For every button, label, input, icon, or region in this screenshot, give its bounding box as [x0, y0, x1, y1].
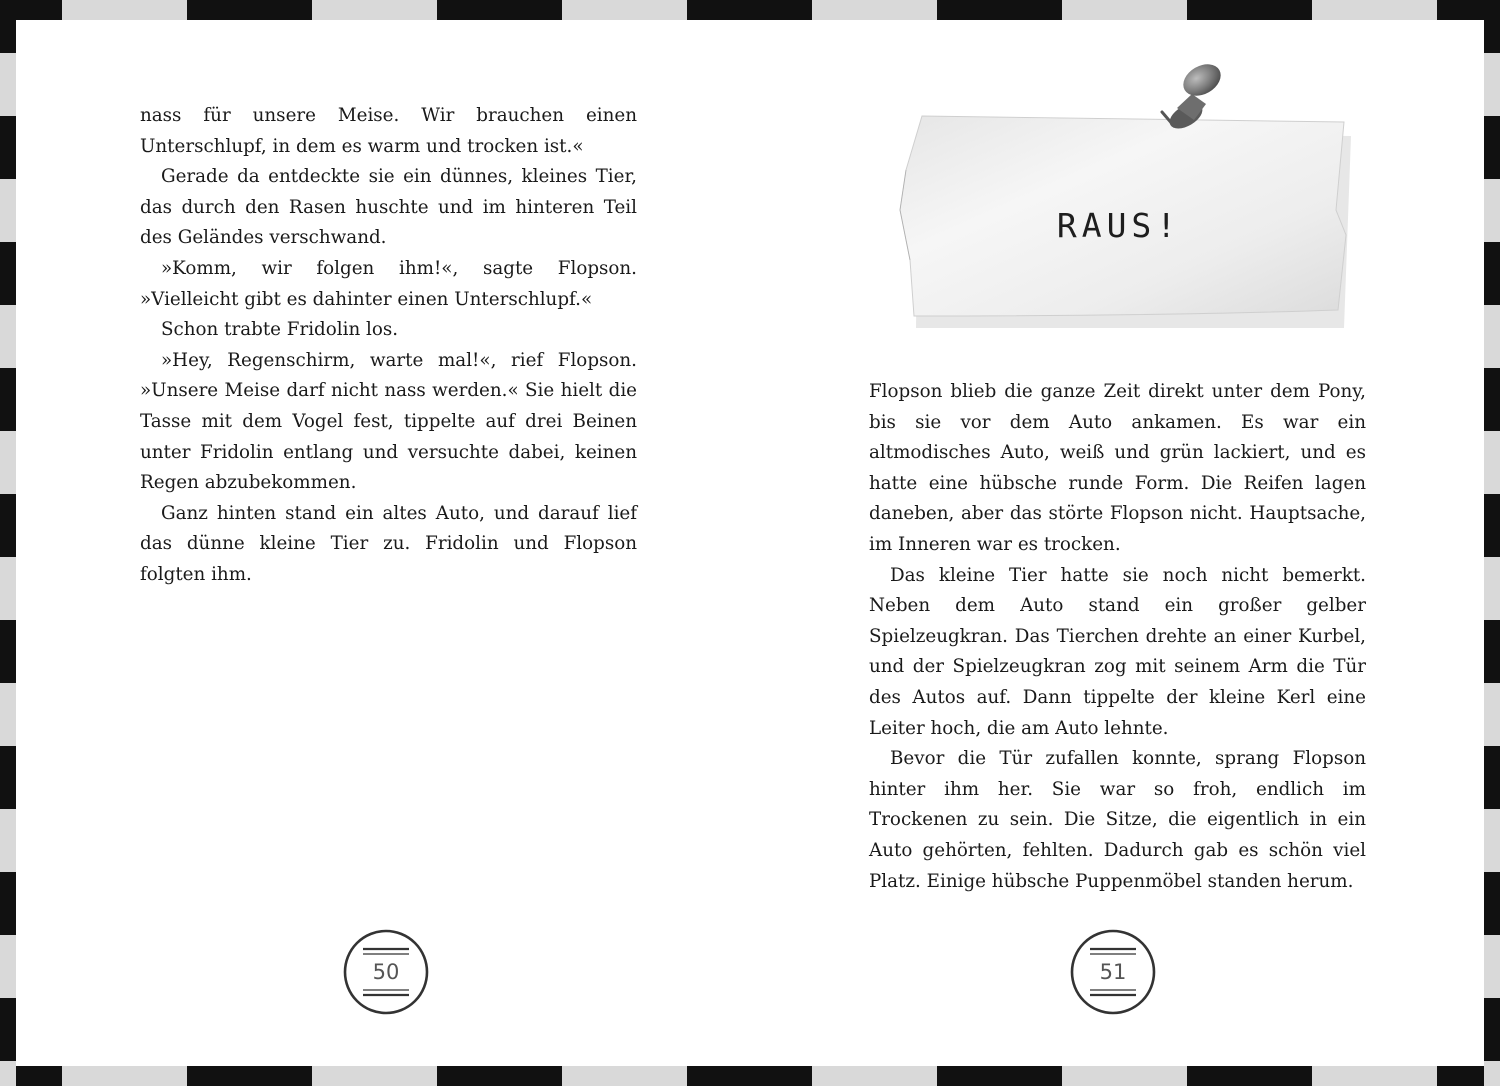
border-segment — [812, 0, 937, 20]
border-segment — [1062, 0, 1187, 20]
border-left — [0, 0, 16, 1086]
border-segment — [1484, 305, 1500, 368]
border-bottom — [0, 1066, 1500, 1086]
border-segment — [0, 179, 16, 242]
border-right — [1484, 0, 1500, 1086]
border-segment — [0, 746, 16, 809]
border-segment — [1484, 620, 1500, 683]
border-segment — [0, 935, 16, 998]
border-segment — [0, 998, 16, 1061]
border-segment — [312, 0, 437, 20]
border-segment — [1484, 935, 1500, 998]
border-segment — [437, 1066, 562, 1086]
border-top — [0, 0, 1500, 20]
border-segment — [687, 1066, 812, 1086]
border-segment — [562, 1066, 687, 1086]
paragraph: Gerade da entdeckte sie ein dünnes, kleines Tier, das durch den Rasen huschte und im hinteren Teil des Geländes verschwand. — [140, 166, 637, 249]
border-segment — [812, 1066, 937, 1086]
border-segment — [1484, 179, 1500, 242]
border-segment — [687, 0, 812, 20]
border-segment — [0, 431, 16, 494]
paragraph: Schon trabte Fridolin los. — [161, 319, 399, 341]
border-segment — [1484, 746, 1500, 809]
paragraph: nass für unsere Meise. Wir brauchen einen Unterschlupf, in dem es warm und trocken ist.« — [140, 105, 637, 157]
border-segment — [1484, 116, 1500, 179]
border-segment — [1484, 431, 1500, 494]
left-page-text — [140, 101, 637, 591]
page-number: 51 — [1099, 960, 1127, 984]
border-segment — [0, 0, 16, 53]
page-number-badge — [1068, 927, 1158, 1017]
border-segment — [62, 0, 187, 20]
border-segment — [0, 872, 16, 935]
border-segment — [937, 1066, 1062, 1086]
border-segment — [1484, 998, 1500, 1061]
border-segment — [1312, 0, 1437, 20]
right-page-text — [869, 377, 1366, 897]
paragraph: »Hey, Regenschirm, warte mal!«, rief Flopson. »Unsere Meise darf nicht nass werden.« Sie hielt die Tasse mit dem Vogel fest, tippelte auf drei Beinen unter Fridolin entlang und versuchte dabei, keinen Regen abzubekommen. — [140, 349, 637, 494]
border-segment — [0, 1061, 16, 1086]
border-segment — [937, 0, 1062, 20]
border-segment — [1484, 494, 1500, 557]
border-segment — [1312, 1066, 1437, 1086]
border-segment — [1484, 1061, 1500, 1086]
border-segment — [437, 0, 562, 20]
border-segment — [562, 0, 687, 20]
book-spread — [16, 20, 1484, 1066]
border-segment — [0, 116, 16, 179]
border-segment — [1484, 53, 1500, 116]
border-segment — [1484, 557, 1500, 620]
border-segment — [1187, 0, 1312, 20]
border-segment — [1062, 1066, 1187, 1086]
border-segment — [1484, 368, 1500, 431]
border-segment — [0, 242, 16, 305]
border-segment — [0, 809, 16, 872]
border-segment — [187, 1066, 312, 1086]
chapter-title: RAUS! — [1056, 206, 1182, 245]
border-segment — [1484, 872, 1500, 935]
paragraph: »Komm, wir folgen ihm!«, sagte Flopson. »Vielleicht gibt es dahinter einen Unterschlupf.« — [140, 257, 637, 310]
border-segment — [187, 0, 312, 20]
border-segment — [0, 305, 16, 368]
border-segment — [1484, 0, 1500, 53]
border-segment — [0, 494, 16, 557]
paragraph: Flopson blieb die ganze Zeit direkt unter dem Pony, bis sie vor dem Auto ankamen. Es war ein altmodisches Auto, weiß und grün lackiert, und es hatte eine hübsche runde Form. Die Reifen lagen daneben, aber das störte Flopson nicht. Hauptsache, im Inneren war es trocken. — [869, 381, 1366, 555]
border-segment — [62, 1066, 187, 1086]
paragraph: Ganz hinten stand ein altes Auto, und darauf lief das dünne kleine Tier zu. Fridolin und Flopson folgten ihm. — [140, 502, 637, 585]
paper-note-illustration — [894, 60, 1364, 350]
border-segment — [1484, 809, 1500, 872]
page-number: 50 — [372, 960, 400, 984]
border-segment — [0, 368, 16, 431]
page-number-badge — [341, 927, 431, 1017]
border-segment — [312, 1066, 437, 1086]
paragraph: Das kleine Tier hatte sie noch nicht bemerkt. Neben dem Auto stand ein großer gelber Spielzeugkran. Das Tierchen drehte an einer Kurbel, und der Spielzeugkran zog mit seinem Arm die Tür des Autos auf. Dann tippelte der kleine Kerl eine Leiter hoch, die am Auto lehnte. — [869, 564, 1366, 739]
border-segment — [0, 683, 16, 746]
border-segment — [0, 620, 16, 683]
pinned-note — [894, 60, 1364, 350]
border-segment — [0, 557, 16, 620]
border-segment — [1187, 1066, 1312, 1086]
paragraph: Bevor die Tür zufallen konnte, sprang Flopson hinter ihm her. Sie war so froh, endlich im Trockenen zu sein. Die Sitze, die eigentlich in ein Auto gehörten, fehlten. Dadurch gab es schön viel Platz. Einige hübsche Puppenmöbel standen herum. — [869, 748, 1366, 892]
border-segment — [1484, 242, 1500, 305]
border-segment — [0, 53, 16, 116]
border-segment — [1484, 683, 1500, 746]
